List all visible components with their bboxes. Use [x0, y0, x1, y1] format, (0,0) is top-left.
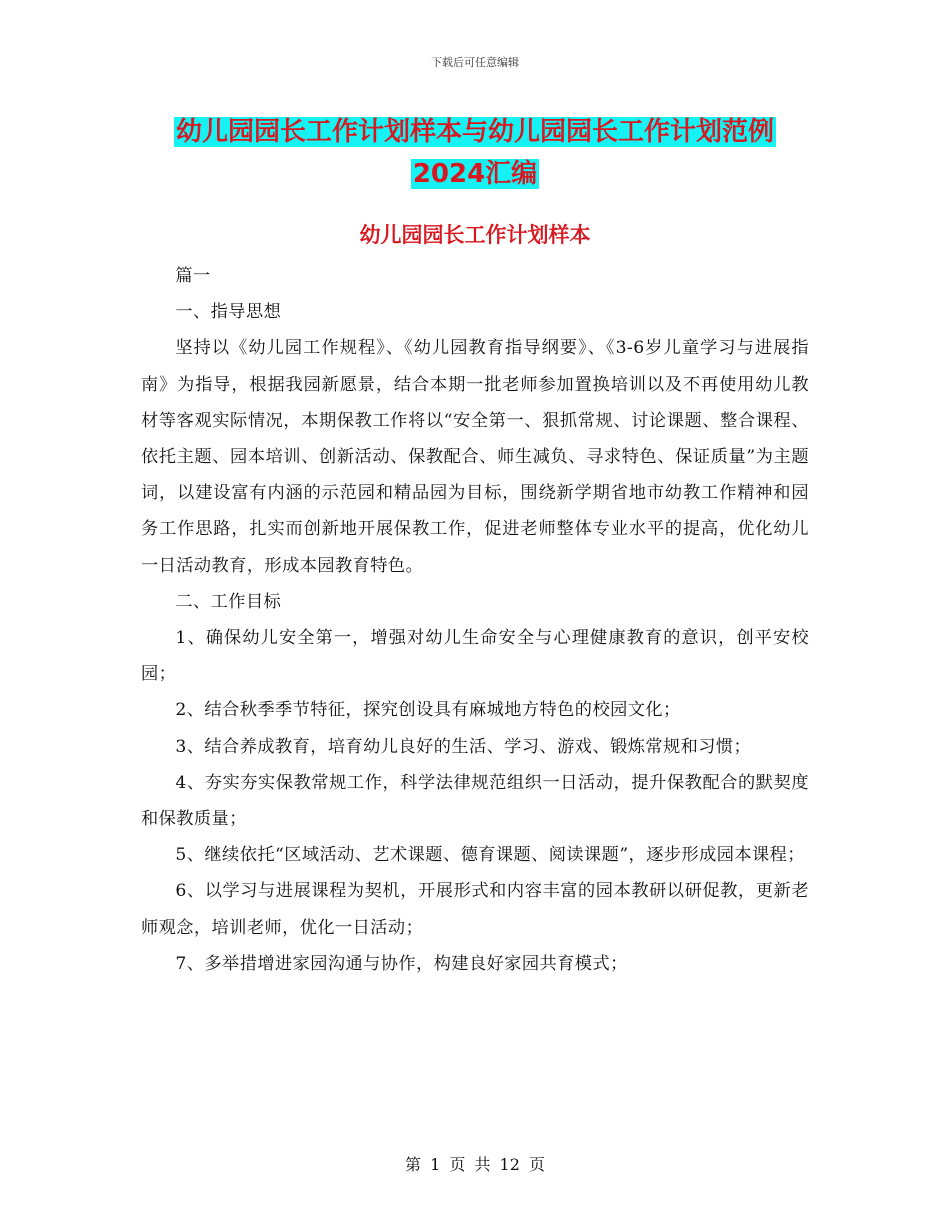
document-title-line-1	[140, 112, 810, 152]
paragraph: 6、以学习与进展课程为契机，开展形式和内容丰富的园本教研以研促教，更新老师观念，培训老师，优化一日活动；	[141, 881, 809, 938]
paragraph: 3、结合养成教育，培育幼儿良好的生活、学习、游戏、锻炼常规和习惯；	[175, 736, 752, 757]
paragraph: 坚持以《幼儿园工作规程》、《幼儿园教育指导纲要》、《3-6岁儿童学习与进展指南》为指导，根据我园新愿景，结合本期一批老师参加置换培训以及不再使用幼儿教材等客观实际情况，本期保教工作将以“安全第一、狠抓常规、讨论课题、整合课程、依托主题、园本培训、创新活动、保教配合、师生减负、寻求特色、保证质量”为主题词，以建设富有内涵的示范园和精品园为目标，围绕新学期省地市幼教工作精神和园务工作思路，扎实而创新地开展保教工作，促进老师整体专业水平的提高，优化幼儿一日活动教育，形成本园教育特色。	[141, 338, 809, 576]
header-note: 下载后可任意编辑	[431, 56, 519, 69]
title-highlight-2: 2024汇编	[412, 159, 538, 189]
title-highlight-1: 幼儿园园长工作计划样本与幼儿园园长工作计划范例	[175, 117, 774, 147]
page-footer: 第 1 页 共 12 页	[405, 1155, 545, 1174]
section-title: 幼儿园园长工作计划样本	[359, 223, 591, 247]
paragraph: 2、结合秋季季节特征，探究创设具有麻城地方特色的校园文化；	[175, 700, 681, 721]
document-title-line-2	[140, 154, 810, 194]
paragraph: 篇一	[175, 266, 211, 286]
paragraph: 4、夯实夯实保教常规工作，科学法律规范组织一日活动，提升保教配合的默契度和保教质量；	[141, 772, 809, 830]
paragraph: 一、指导思想	[175, 302, 282, 323]
paragraph: 二、工作目标	[175, 591, 282, 612]
document-body	[141, 258, 809, 982]
paragraph: 7、多举措增进家园沟通与协作，构建良好家园共育模式；	[175, 953, 628, 974]
paragraph: 1、确保幼儿安全第一，增强对幼儿生命安全与心理健康教育的意识，创平安校园；	[141, 628, 809, 685]
paragraph: 5、继续依托“区域活动、艺术课题、德育课题、阅读课题”，逐步形成园本课程；	[175, 845, 805, 866]
